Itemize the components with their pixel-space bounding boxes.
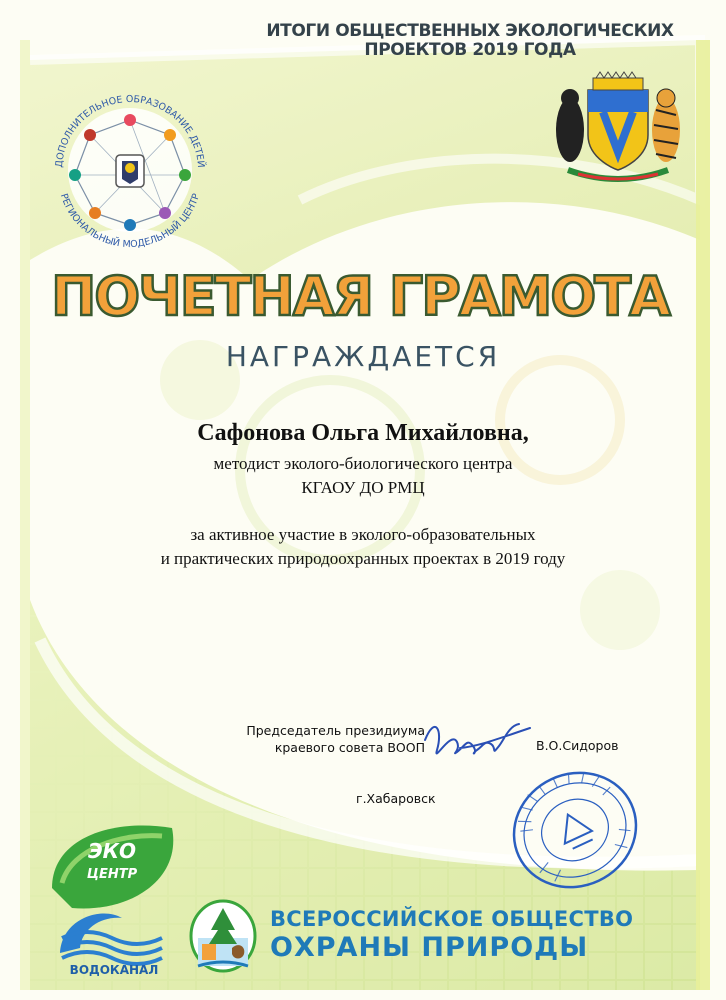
reason-line-2: и практических природоохранных проектах в 2019 году (160, 549, 566, 568)
header-title (250, 22, 690, 60)
voop-line-1: ВСЕРОССИЙСКОЕ ОБЩЕСТВО (270, 907, 634, 931)
voop-emblem-icon (188, 898, 258, 974)
signatory-title (205, 722, 425, 756)
round-stamp-icon (505, 768, 645, 893)
signatory-name: В.О.Сидоров (536, 738, 619, 753)
city: г.Хабаровск (356, 791, 436, 806)
position-line-1: методист эколого-биологического центра (213, 454, 513, 473)
award-reason (0, 523, 726, 571)
voop-line-2: ОХРАНЫ ПРИРОДЫ (270, 932, 589, 963)
coat-of-arms-icon (548, 70, 688, 190)
header-line-1: ИТОГИ ОБЩЕСТВЕННЫХ ЭКОЛОГИЧЕСКИХ (266, 21, 674, 41)
awarded-heading: НАГРАЖДАЕТСЯ (225, 340, 501, 373)
svg-text:ПОЧЕТНАЯ ГРАМОТА: ПОЧЕТНАЯ ГРАМОТА (51, 265, 669, 328)
recipient-position (0, 452, 726, 500)
signatory-title-line-2: краевого совета ВООП (274, 740, 425, 755)
rmc-arc-bottom: РЕГИОНАЛЬНЫЙ МОДЕЛЬНЫЙ ЦЕНТР (57, 192, 203, 251)
svg-text:ВОДОКАНАЛ: ВОДОКАНАЛ (69, 963, 159, 977)
position-line-2: КГАОУ ДО РМЦ (301, 478, 425, 497)
recipient-name: Сафонова Ольга Михайловна, (197, 420, 529, 446)
eko-center-logo (42, 818, 187, 978)
voop-wordmark (270, 906, 650, 964)
rmc-arc-top: ДОПОЛНИТЕЛЬНОЕ ОБРАЗОВАНИЕ ДЕТЕЙ (53, 93, 207, 169)
main-title (40, 260, 680, 350)
header-line-2: ПРОЕКТОВ 2019 ГОДА (364, 40, 576, 60)
handwritten-signature (420, 710, 540, 760)
signatory-title-line-1: Председатель президиума (246, 723, 425, 738)
svg-text:ЭКО: ЭКО (87, 839, 137, 863)
reason-line-1: за активное участие в эколого-образовательных (190, 525, 536, 544)
rmc-logo (40, 75, 220, 255)
svg-text:ЦЕНТР: ЦЕНТР (86, 867, 138, 882)
